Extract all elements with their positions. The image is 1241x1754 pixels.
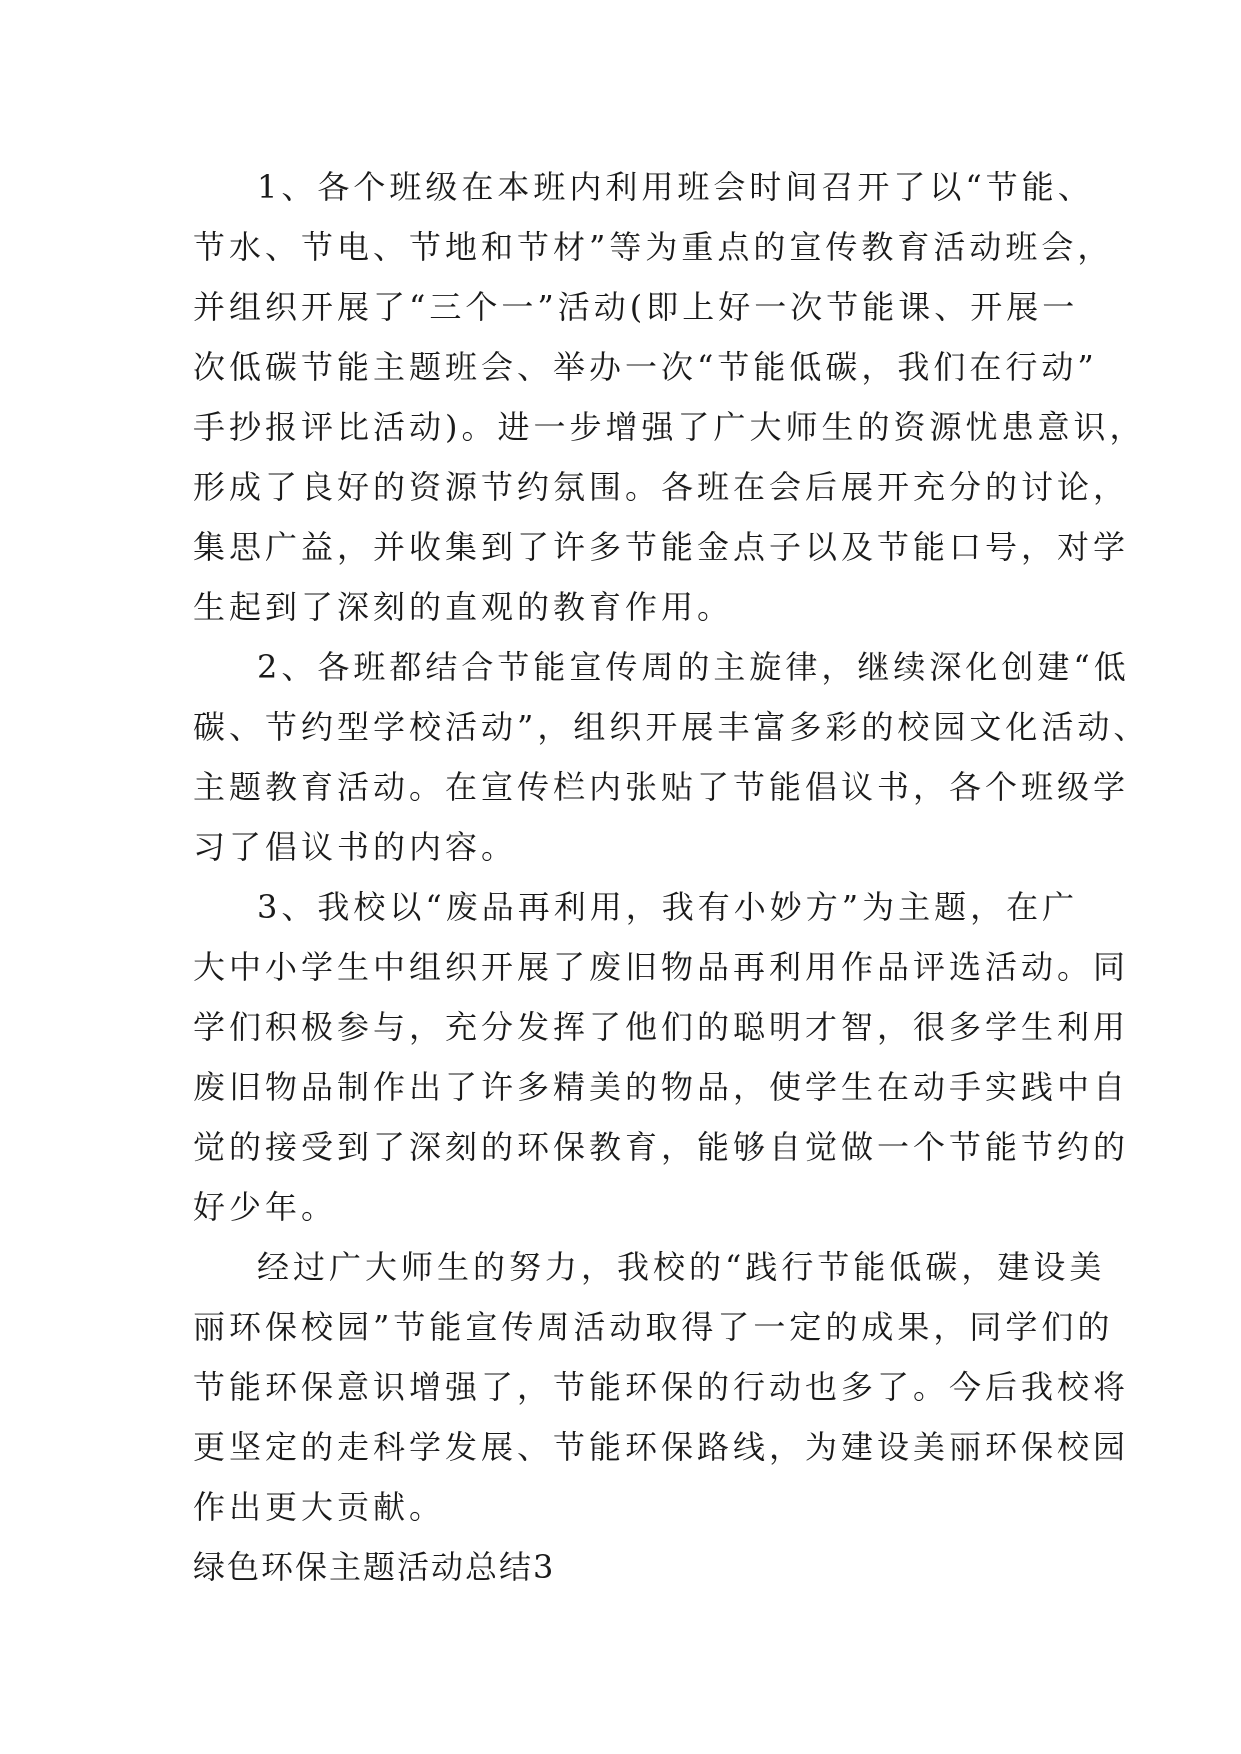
paragraph-line: 作出更大贡献。 xyxy=(193,1488,446,1526)
paragraph-line: 习了倡议书的内容。 xyxy=(193,828,518,866)
paragraph-2 xyxy=(193,637,1150,877)
paragraph-line: 次低碳节能主题班会、举办一次“节能低碳，我们在行动” xyxy=(193,348,1098,386)
paragraph-line: 更坚定的走科学发展、节能环保路线，为建设美丽环保校园 xyxy=(193,1428,1130,1466)
paragraph-line: 节能环保意识增强了，节能环保的行动也多了。今后我校将 xyxy=(193,1368,1130,1406)
paragraph-line: 大中小学生中组织开展了废旧物品再利用作品评选活动。同 xyxy=(193,948,1130,986)
paragraph-line: 生起到了深刻的直观的教育作用。 xyxy=(193,588,734,626)
paragraph-line: 学们积极参与，充分发挥了他们的聪明才智，很多学生利用 xyxy=(193,1008,1130,1046)
paragraph-line: 集思广益，并收集到了许多节能金点子以及节能口号，对学 xyxy=(193,528,1130,566)
paragraph-line: 碳、节约型学校活动”，组织开展丰富多彩的校园文化活动、 xyxy=(193,708,1150,746)
section-heading: 绿色环保主题活动总结3 xyxy=(193,1548,556,1586)
paragraph-line: 并组织开展了“三个一”活动(即上好一次节能课、开展一 xyxy=(193,288,1079,326)
paragraph-line: 好少年。 xyxy=(193,1188,338,1226)
paragraph-line: 丽环保校园”节能宣传周活动取得了一定的成果，同学们的 xyxy=(193,1308,1114,1346)
paragraph-4 xyxy=(193,1237,1130,1537)
paragraph-line: 主题教育活动。在宣传栏内张贴了节能倡议书，各个班级学 xyxy=(193,768,1130,806)
paragraph-line: 经过广大师生的努力，我校的“践行节能低碳，建设美 xyxy=(257,1248,1106,1286)
paragraph-line: 废旧物品制作出了许多精美的物品，使学生在动手实践中自 xyxy=(193,1068,1130,1106)
paragraph-line: 觉的接受到了深刻的环保教育，能够自觉做一个节能节约的 xyxy=(193,1128,1130,1166)
paragraph-1 xyxy=(193,157,1146,637)
paragraph-line: 手抄报评比活动)。进一步增强了广大师生的资源忧患意识， xyxy=(193,408,1146,446)
paragraph-line: 3、我校以“废品再利用，我有小妙方”为主题，在广 xyxy=(257,888,1079,926)
paragraph-3 xyxy=(193,877,1130,1237)
document-body xyxy=(193,157,1150,1597)
paragraph-line: 节水、节电、节地和节材”等为重点的宣传教育活动班会， xyxy=(193,228,1114,266)
paragraph-line: 形成了良好的资源节约氛围。各班在会后展开充分的讨论， xyxy=(193,468,1130,506)
paragraph-line: 2、各班都结合节能宣传周的主旋律，继续深化创建“低 xyxy=(257,648,1130,686)
paragraph-line: 1、各个班级在本班内利用班会时间召开了以“节能、 xyxy=(257,168,1094,206)
